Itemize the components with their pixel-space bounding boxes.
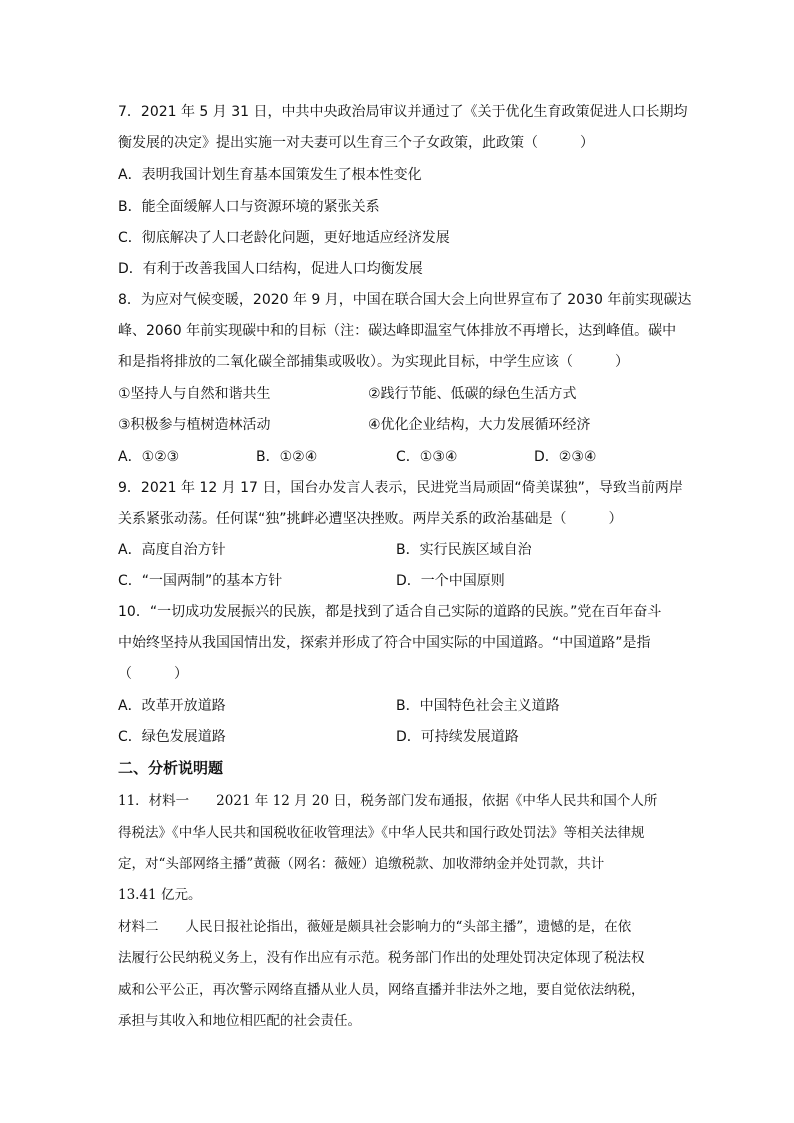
q10-stem-line-2: 中始终坚持从我国国情出发，探索并形成了符合中国实际的中国道路。“中国道路”是指 xyxy=(118,635,651,651)
q7-option-a: A．表明我国计划生育基本国策发生了根本性变化 xyxy=(118,167,422,183)
q11-material2-line-2: 法履行公民纳税义务上，没有作出应有示范。税务部门作出的处理处罚决定体现了税法权 xyxy=(118,950,645,966)
q11-material1-line-2: 得税法》《中华人民共和国税收征收管理法》《中华人民共和国行政处罚法》等相关法律规 xyxy=(118,825,645,841)
q8-option-c: C．①③④ xyxy=(396,449,458,465)
q9-option-d: D．一个中国原则 xyxy=(396,573,505,589)
q8-stem-line-1: 8．为应对气候变暖，2020 年 9 月，中国在联合国大会上向世界宣布了 2030 年前实现碳达 xyxy=(118,292,692,308)
q8-item-3: ③积极参与植树造林活动 xyxy=(118,417,271,433)
q10-option-a: A．改革开放道路 xyxy=(118,698,226,714)
q10-option-d: D．可持续发展道路 xyxy=(396,729,519,745)
q7-stem-line-2: 衡发展的决定》提出实施一对夫妻可以生育三个子女政策，此政策（ ） xyxy=(118,135,594,151)
q11-material1-line-4: 13.41 亿元。 xyxy=(118,887,202,903)
q7-option-d: D．有利于改善我国人口结构，促进人口均衡发展 xyxy=(118,261,423,277)
q11-material2-line-1: 材料二 人民日报社论指出，薇娅是颇具社会影响力的“头部主播”，遗憾的是，在依 xyxy=(118,919,632,935)
q9-option-c: C．“一国两制”的基本方针 xyxy=(118,573,283,589)
q7-stem-line-1: 7．2021 年 5 月 31 日，中共中央政治局审议并通过了《关于优化生育政策促进人口长期均 xyxy=(118,104,688,120)
q10-option-c: C．绿色发展道路 xyxy=(118,729,226,745)
section-heading: 二、分析说明题 xyxy=(118,759,224,777)
q9-stem-line-2: 关系紧张动荡。任何谋“独”挑衅必遭坚决挫败。两岸关系的政治基础是（ ） xyxy=(118,511,623,527)
q10-stem-line-1: 10．“一切成功发展振兴的民族，都是找到了适合自己实际的道路的民族。”党在百年奋斗 xyxy=(118,604,662,620)
q8-item-1: ①坚持人与自然和谐共生 xyxy=(118,386,271,402)
q10-option-b: B．中国特色社会主义道路 xyxy=(396,698,560,714)
q11-material1-line-3: 定，对“头部网络主播”黄薇（网名：薇娅）追缴税款、加收滞纳金并处罚款，共计 xyxy=(118,856,605,872)
q10-stem-line-3: （ ） xyxy=(118,666,188,682)
q9-option-b: B．实行民族区域自治 xyxy=(396,542,532,558)
q8-option-d: D．②③④ xyxy=(534,449,597,465)
q9-stem-line-1: 9．2021 年 12 月 17 日，国台办发言人表示，民进党当局顽固“倚美谋独”，导致当前两岸 xyxy=(118,480,683,496)
q11-material1-line-1: 11．材料一 2021 年 12 月 20 日，税务部门发布通报，依据《中华人民共和国个人所 xyxy=(118,793,658,809)
q11-material2-line-3: 威和公平公正，再次警示网络直播从业人员，网络直播并非法外之地，要自觉依法纳税， xyxy=(118,982,645,998)
q7-option-c: C．彻底解决了人口老龄化问题，更好地适应经济发展 xyxy=(118,230,450,246)
q11-material2-line-4: 承担与其收入和地位相匹配的社会责任。 xyxy=(118,1013,361,1029)
q9-option-a: A．高度自治方针 xyxy=(118,542,226,558)
q8-stem-line-2: 峰、2060 年前实现碳中和的目标（注：碳达峰即温室气体排放不再增长，达到峰值。碳中 xyxy=(118,323,677,339)
q8-option-b: B．①②④ xyxy=(256,449,318,465)
q8-option-a: A．①②③ xyxy=(118,449,180,465)
q8-stem-line-3: 和是指将排放的二氧化碳全部捕集或吸收）。为实现此目标，中学生应该（ ） xyxy=(118,354,629,370)
q7-option-b: B．能全面缓解人口与资源环境的紧张关系 xyxy=(118,199,380,215)
q8-item-2: ②践行节能、低碳的绿色生活方式 xyxy=(368,386,577,402)
q8-item-4: ④优化企业结构，大力发展循环经济 xyxy=(368,417,591,433)
